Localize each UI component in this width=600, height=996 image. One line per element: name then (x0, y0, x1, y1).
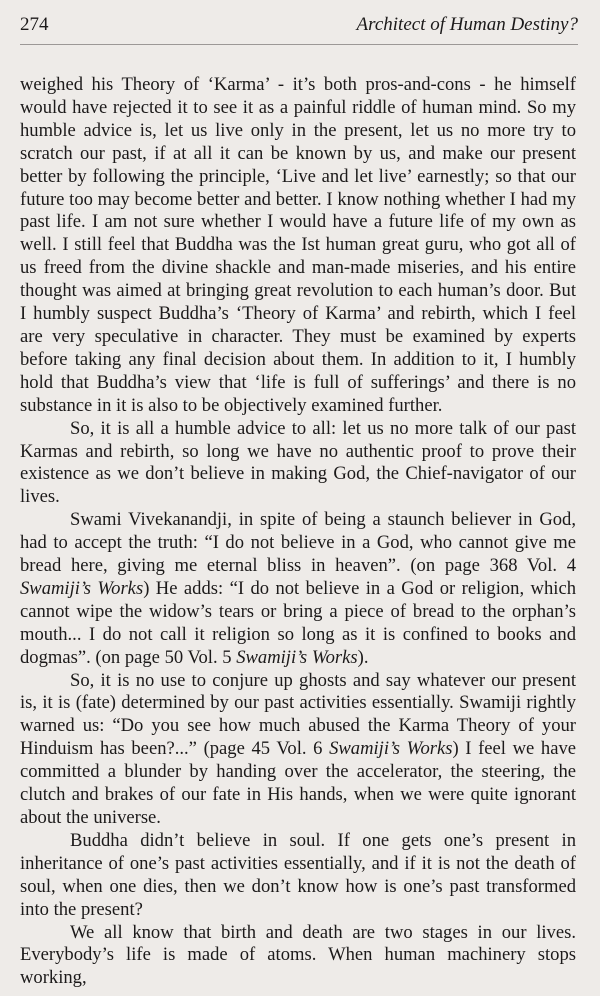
book-title: Swamiji’s Works (329, 738, 453, 760)
running-head: Architect of Human Destiny? (356, 14, 578, 35)
book-title: Swamiji’s Works (236, 646, 358, 668)
paragraph: Buddha didn’t believe in soul. If one gets one’s present in inheritance of one’s past activities essentially, and if it is not the death of soul, when one dies, then we don’t know how is one’s past transformed into the present? (20, 829, 576, 920)
paragraph-text: ) He adds: “I do not believe in a God or religion, which cannot wipe the widow’s tears or bring a piece of bread to the orphan’s mouth... I do not call it religion so long as it is confined to books and dogmas”. (on page 50 Vol. 5 (20, 577, 576, 668)
paragraph-text: ). (357, 646, 369, 668)
paragraph-text: Swami Vivekanandji, in spite of being a staunch believer in God, had to accept the truth: “I do not believe in a God, who cannot give me bread here, giving me eternal bliss in heaven”. (on page 368 Vol. 4 (20, 509, 576, 577)
page-header (20, 14, 578, 38)
paragraph-text: ) I feel we have committed a blunder by handing over the accelerator, the steering, the clutch and brakes of our fate in His hands, when we were quite ignorant about the universe. (20, 738, 577, 828)
header-rule (20, 44, 578, 45)
page-number: 274 (20, 14, 49, 35)
book-title: Swamiji’s Works (20, 577, 144, 599)
paragraph-text: So, it is no use to conjure up ghosts and say whatever our present is, it is (fate) determined by our past activities essentially. Swamiji rightly warned us: “Do you see how much abused the Karma Theory of your Hinduism has been?...” (page 45 Vol. 6 (20, 669, 576, 760)
body-text (20, 74, 576, 990)
paragraph (20, 509, 576, 669)
paragraph: So, it is all a humble advice to all: let us no more talk of our past Karmas and rebirth, so long we have no authentic proof to prove their existence as we don’t believe in making God, the Chief-navigator of our lives. (20, 417, 576, 508)
paragraph: weighed his Theory of ‘Karma’ - it’s both pros-and-cons - he himself would have rejected it to see it as a painful riddle of human mind. So my humble advice is, let us live only in the present, let us no more try to scratch our past, if at all it can be known by us, and make our present better by following the principle, ‘Live and let live’ earnestly; so that our future too may become better and better. I know nothing whether I had my past life. I am not sure whether I would have a future life of my own as well. I still feel that Buddha was the Ist human great guru, who got all of us freed from the divine shackle and man-made miseries, and his entire thought was aimed at bringing great revolution to each human’s door. But I humbly suspect Buddha’s ‘Theory of Karma’ and rebirth, which I feel are very speculative in character. They must be examined by experts before taking any final decision about them. In addition to it, I humbly hold that Buddha’s view that ‘life is full of sufferings’ and there is no substance in it is also to be objectively examined further. (20, 74, 576, 416)
paragraph: We all know that birth and death are two stages in our lives. Everybody’s life is made of atoms. When human machinery stops working, (20, 921, 576, 989)
paragraph (20, 670, 576, 830)
